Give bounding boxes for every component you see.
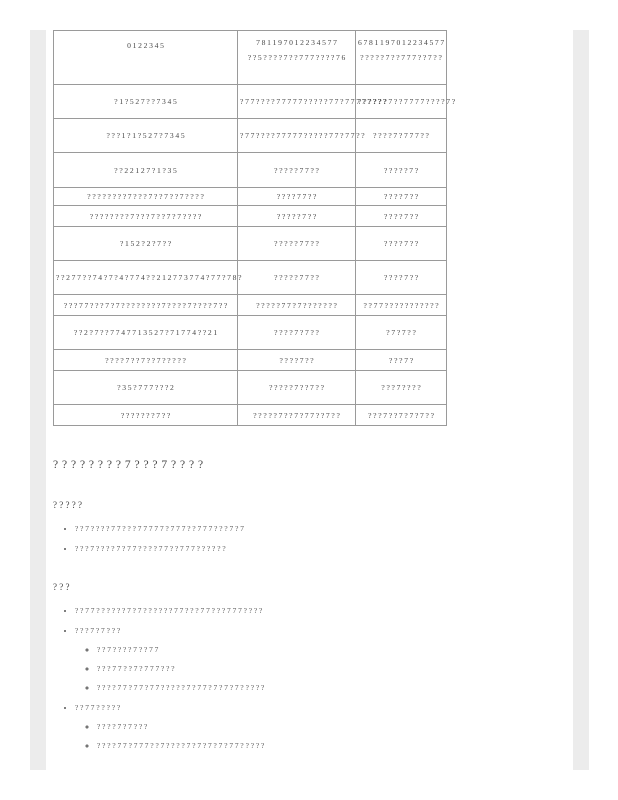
left-margin-rail <box>30 30 46 770</box>
table-cell-value: ? ? ? ? 7 ? ? <box>238 350 356 371</box>
bullet-list-2 <box>53 606 573 750</box>
table-cell-name: ? ? ? ? ? ? ? ? 7 ? ? ? 7 ? ? 7 ? 7 ? ? ? ? <box>54 206 238 227</box>
table-cell-line: 7 8 1 1 9 7 0 1 2 2 3 4 5 7 7 <box>256 38 337 47</box>
table-cell-name: ? ? 2 ? 7 ? ? 7 7 4 7 7 1 3 5 2 7 ? 7 1 7 7 4 ? ? 2 1 <box>54 316 238 350</box>
table-cell-detail: ? ? ? ? 7 ? 7 7 7 ? ? <box>356 119 447 153</box>
list-item <box>75 606 573 615</box>
table-cell-detail: ? ? ? 7 ? ? 7 ? 7 ? 7 ? ? <box>356 405 447 426</box>
table-cell-value: ? ? ? ? ? 7 ? ? 7 ? 7 7 ? ? 7 ? ? <box>238 405 356 426</box>
table-cell-name: ? ? ? 1 ? 1 ? 5 2 7 ? 7 3 4 5 <box>54 119 238 153</box>
nested-list-item: ◦ ? ? ? ? 7 ? 7 ? ? ? <box>97 722 573 731</box>
table-cell-detail: ? ? ? 7 ? <box>356 350 447 371</box>
table-row <box>54 405 447 426</box>
table-cell-line: ? ? 5 ? ? ? ? 7 ? ? 7 7 7 ? ? ? ? 7 6 <box>247 53 346 62</box>
nested-list-item: ◦ ? ? ? ? 7 7 ? 7 7 ? 7 7 ? ? ? ? ? 7 ? 7 7 ? 7 ? 7 ? 7 ? ? ? ? ? <box>97 683 573 692</box>
table-cell-detail: ? ? ? ? ? ? 7 ? ? 7 7 7 7 ? ? ? ? 7 ? <box>356 85 447 119</box>
table-cell-name: ? ? ? ? ? ? ? ? 7 ? ? ? 7 ? ? 7 ? ? 7 ? ? ? ? <box>54 188 238 206</box>
table-cell-value: ? 7 7 ? ? ? ? 7 7 7 7 7 ? ? ? ? ? 7 7 ? 7 7 ? ? <box>238 119 356 153</box>
subsection-heading-2: ? ? ? <box>53 582 70 592</box>
table-cell-detail: ? ? ? ? ? 7 ? <box>356 153 447 188</box>
table-cell-detail: ? 7 ? 7 ? ? <box>356 316 447 350</box>
table-cell-name: ? ? ? ? ? ? ? 7 ? ? <box>54 405 238 426</box>
table-cell-detail: ? ? ? ? 7 ? ? <box>356 261 447 295</box>
nested-list-item: ◦ ? ? ? 7 7 ? ? 7 ? 7 7 7 ? ? ? <box>97 664 573 673</box>
table-row <box>54 206 447 227</box>
table-cell-value: ? ? ? ? 7 7 ? ? <box>238 188 356 206</box>
nested-list <box>75 722 573 750</box>
table-cell-detail: ? ? ? ? 7 ? ? <box>356 227 447 261</box>
table-cell-value: ? ? ? ? ? 7 7 ? ? <box>238 261 356 295</box>
table-cell-value <box>238 31 356 85</box>
list-item-text: ? ? 7 7 ? ? ? ? ? <box>75 703 121 712</box>
list-item-text: ? ? 7 7 ? ? ? ? ? ? 7 ? 7 ? ? ? ? ? ? 7 7 ? ? ? 7 7 ? ? ? 7 7 7 ? ? ? ? <box>75 606 263 615</box>
table-cell-name: ? 1 5 2 ? 2 ? 7 ? ? <box>54 227 238 261</box>
nested-list-item: ◦ ? ? ? ? 7 7 ? 7 7 7 ? ? 7 ? ? ? ? 7 ? 7 ? 7 ? 7 ? 7 7 ? ? ? ? ? <box>97 741 573 750</box>
table-cell-value: ? ? ? ? 7 ? 7 ? ? <box>238 316 356 350</box>
table-cell-line: 6 7 8 1 1 9 7 0 1 2 2 3 4 5 7 7 <box>358 38 445 47</box>
nested-list <box>75 645 573 692</box>
list-item: • ? ? ? 7 ? ? ? ? 7 ? 7 7 ? ? ? ? 7 7 ? ? 7 7 7 ? ? ? ? ? ? <box>75 544 573 553</box>
table-cell-detail: ? ? ? 7 ? ? ? ? <box>356 371 447 405</box>
table-cell-value: ? ? ? ? ? 7 ? ? <box>238 206 356 227</box>
spec-table <box>53 30 456 426</box>
table-row <box>54 227 447 261</box>
table-row <box>54 371 447 405</box>
document-content <box>53 30 573 761</box>
table-cell-name: ? 1 ? 5 2 7 ? ? 7 3 4 5 <box>54 85 238 119</box>
list-item <box>75 703 573 750</box>
table-cell-name: 0 1 2 2 3 4 5 <box>54 31 238 85</box>
table-row <box>54 261 447 295</box>
table-cell-value: ? ? ? ? ? 7 7 ? 7 ? ? ? ? ? ? ? <box>238 295 356 316</box>
list-item <box>75 626 573 692</box>
subsection-heading-1: ? ? ? ? ? <box>53 500 82 510</box>
table-row <box>54 350 447 371</box>
table-cell-name: ? ? 2 2 1 2 7 ? 1 ? 3 5 <box>54 153 238 188</box>
table-cell-detail: ? ? ? ? 7 ? ? <box>356 206 447 227</box>
table-cell-value: ? 7 7 ? ? ? ? 7 7 7 7 7 ? ? ? ? ? 7 7 ? 7 7 7 7 7 ? ? ? <box>238 85 356 119</box>
table-cell-name: ? ? ? ? 7 ? ? 7 ? ? 7 ? ? ? ? ? <box>54 350 238 371</box>
table-row <box>54 119 447 153</box>
list-item-text: ? ? ? 7 ? 7 ? ? ? <box>75 626 121 635</box>
section-heading: ? ? ? ? ? ? ? ? 7 ? ? ? 7 ? ? ? ? <box>53 459 204 471</box>
table-cell-line: ? ? ? ? ? 7 ? ? 7 7 7 ? ? 7 ? ? <box>360 53 442 62</box>
table-row <box>54 153 447 188</box>
table-cell-detail: ? ? ? ? 7 ? ? <box>356 188 447 206</box>
list-item: • ? ? 7 ? ? ? ? 7 7 ? ? ? 7 7 7 7 7 ? 7 7 7 ? ? 7 7 7 ? ? ? 7 ? 7 <box>75 524 573 533</box>
table-cell-name: ? ? 2 7 7 ? ? 7 4 ? 7 ? 4 ? 7 7 4 ? ? 2 1 2 7 7 3 7 7 4 ? 7 7 ? 7 8 ? <box>54 261 238 295</box>
right-margin-rail <box>573 30 589 770</box>
table-cell-value: ? ? ? ? ? 7 7 ? ? <box>238 153 356 188</box>
table-cell-name: ? ? ? 7 7 ? ? ? 7 ? 7 ? ? ? ? ? ? ? ? 7 ? ? ? ? 7 ? ? ? ? 7 ? ? <box>54 295 238 316</box>
table-cell-value: ? ? ? ? ? 7 ? ? 7 ? ? <box>238 371 356 405</box>
table-row <box>54 188 447 206</box>
table-row <box>54 31 447 85</box>
table-cell-name: ? 3 5 ? 7 7 7 ? ? ? 2 <box>54 371 238 405</box>
table-row <box>54 85 447 119</box>
table-cell-detail <box>356 31 447 85</box>
table-row <box>54 295 447 316</box>
nested-list-item: ◦ ? ? 7 ? ? ? ? 7 ? ? 7 7 <box>97 645 573 654</box>
table-cell-detail: ? ? 7 7 ? ? ? ? ? ? ? ? ? ? ? <box>356 295 447 316</box>
bullet-list-1 <box>53 524 573 553</box>
table-row <box>54 316 447 350</box>
table-cell-value: ? ? ? ? ? 7 7 ? ? <box>238 227 356 261</box>
